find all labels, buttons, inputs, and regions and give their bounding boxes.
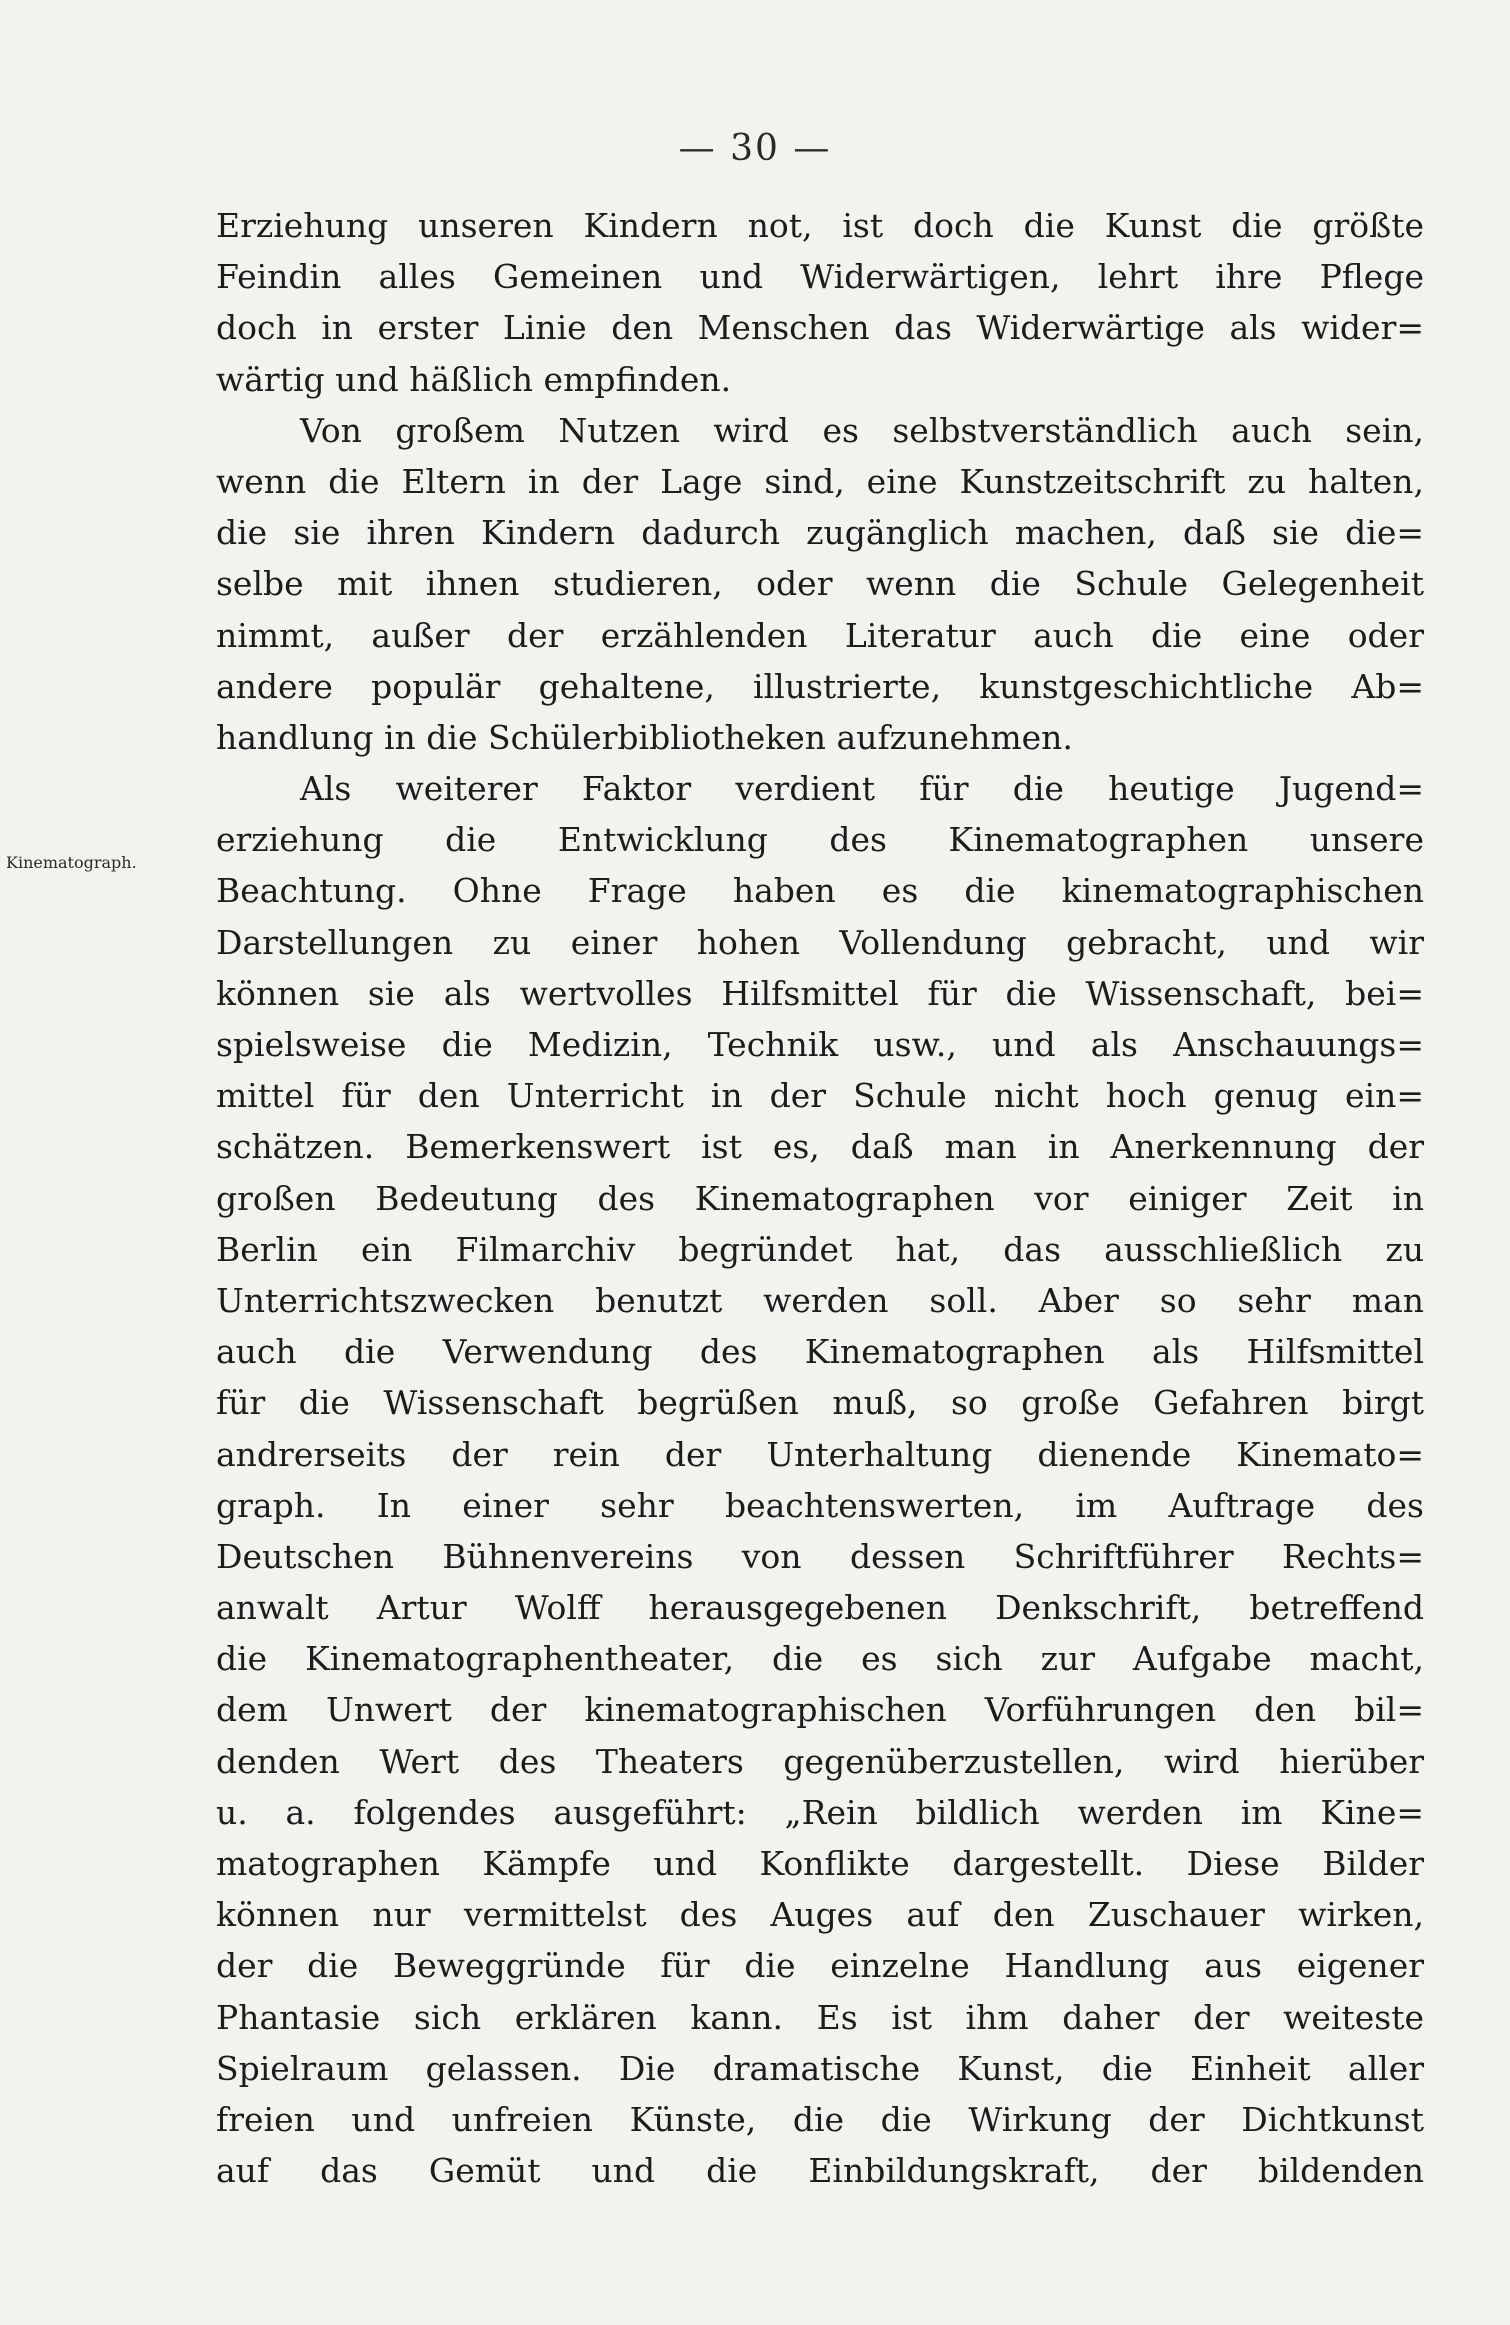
text-line: anwalt Artur Wolff herausgegebenen Denkschrift, betreffend bbox=[216, 1588, 1424, 1628]
text-line: Unterrichtszwecken benutzt werden soll. Aber so sehr man bbox=[216, 1280, 1424, 1320]
text-line: nimmt, außer der erzählenden Literatur auch die eine oder bbox=[216, 615, 1424, 655]
text-line: selbe mit ihnen studieren, oder wenn die Schule Gelegenheit bbox=[216, 564, 1424, 604]
text-line: mittel für den Unterricht in der Schule nicht hoch genug ein= bbox=[216, 1076, 1424, 1116]
page-number: — 30 — bbox=[678, 128, 832, 169]
text-line: schätzen. Bemerkenswert ist es, daß man in Anerkennung der bbox=[216, 1127, 1424, 1167]
text-line: Beachtung. Ohne Frage haben es die kinematographischen bbox=[216, 871, 1424, 911]
text-line: großen Bedeutung des Kinematographen vor einiger Zeit in bbox=[216, 1178, 1424, 1218]
text-line: auch die Verwendung des Kinematographen als Hilfsmittel bbox=[216, 1332, 1424, 1372]
text-line: andere populär gehaltene, illustrierte, kunstgeschichtliche Ab= bbox=[216, 666, 1424, 706]
text-line: Von großem Nutzen wird es selbstverständlich auch sein, bbox=[300, 410, 1424, 450]
text-line: erziehung die Entwicklung des Kinematographen unsere bbox=[216, 820, 1424, 860]
text-line: die Kinematographentheater, die es sich zur Aufgabe macht, bbox=[216, 1639, 1424, 1679]
text-line: denden Wert des Theaters gegenüberzustellen, wird hierüber bbox=[216, 1741, 1424, 1781]
text-line: auf das Gemüt und die Einbildungskraft, der bildenden bbox=[216, 2151, 1424, 2191]
text-line: u. a. folgendes ausgeführt: „Rein bildlich werden im Kine= bbox=[216, 1792, 1424, 1832]
text-line: für die Wissenschaft begrüßen muß, so große Gefahren birgt bbox=[216, 1383, 1424, 1423]
text-line: freien und unfreien Künste, die die Wirkung der Dichtkunst bbox=[216, 2099, 1424, 2139]
text-line: die sie ihren Kindern dadurch zugänglich machen, daß sie die= bbox=[216, 513, 1424, 553]
text-line: Phantasie sich erklären kann. Es ist ihm daher der weiteste bbox=[216, 1997, 1424, 2037]
text-line: Berlin ein Filmarchiv begründet hat, das ausschließlich zu bbox=[216, 1229, 1424, 1269]
text-line: handlung in die Schülerbibliotheken aufzunehmen. bbox=[216, 717, 1073, 757]
text-line: matographen Kämpfe und Konflikte dargestellt. Diese Bilder bbox=[216, 1844, 1424, 1883]
text-line: graph. In einer sehr beachtenswerten, im Auftrage des bbox=[216, 1485, 1424, 1525]
text-line: spielsweise die Medizin, Technik usw., und als Anschauungs= bbox=[216, 1025, 1424, 1064]
text-line: Spielraum gelassen. Die dramatische Kunst, die Einheit aller bbox=[216, 2048, 1424, 2088]
text-line: Deutschen Bühnenvereins von dessen Schriftführer Rechts= bbox=[216, 1536, 1424, 1576]
text-line: Erziehung unseren Kindern not, ist doch die Kunst die größte bbox=[216, 206, 1424, 245]
text-line: können sie als wertvolles Hilfsmittel für die Wissenschaft, bei= bbox=[216, 973, 1424, 1013]
text-line: wärtig und häßlich empfinden. bbox=[216, 359, 732, 399]
text-line: Als weiterer Faktor verdient für die heutige Jugend= bbox=[300, 769, 1424, 809]
text-line: andrerseits der rein der Unterhaltung dienende Kinemato= bbox=[216, 1434, 1424, 1474]
text-line: wenn die Eltern in der Lage sind, eine Kunstzeitschrift zu halten, bbox=[216, 461, 1424, 501]
text-line: doch in erster Linie den Menschen das Widerwärtige als wider= bbox=[216, 308, 1424, 348]
text-line: Feindin alles Gemeinen und Widerwärtigen, lehrt ihre Pflege bbox=[216, 257, 1424, 297]
margin-note: Kinematograph. bbox=[6, 853, 137, 872]
text-line: der die Beweggründe für die einzelne Handlung aus eigener bbox=[216, 1946, 1424, 1986]
body-text bbox=[216, 200, 1424, 2196]
text-line: können nur vermittelst des Auges auf den Zuschauer wirken, bbox=[216, 1895, 1424, 1935]
text-line: dem Unwert der kinematographischen Vorführungen den bil= bbox=[216, 1690, 1424, 1730]
text-line: Darstellungen zu einer hohen Vollendung gebracht, und wir bbox=[216, 922, 1424, 962]
